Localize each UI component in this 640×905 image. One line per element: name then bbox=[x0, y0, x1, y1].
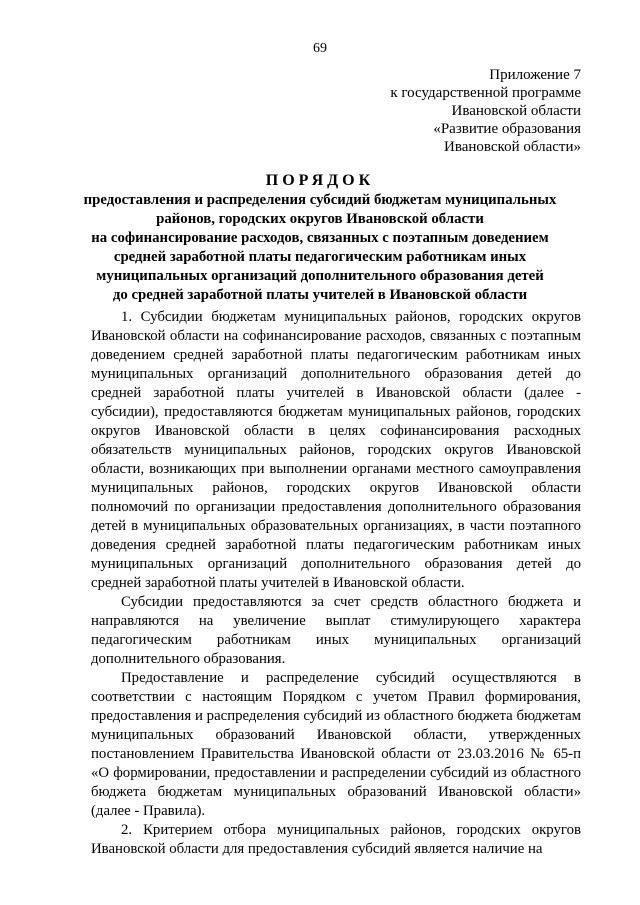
paragraph-1: 1. Субсидии бюджетам муниципальных районов, городских округов Ивановской области на софинансирование расходов, связанных с поэтапным доведением средней заработной платы педагогическим работникам иных муниципальных организаций дополнительного образования детей до средней заработной платы учителей в Ивановской области (далее - субсидии), предоставляются бюджетам муниципальных районов, городских округов Ивановской области в целях софинансирования расходных обязательств муниципальных районов, городских округов Ивановской области, возникающих при выполнении органами местного самоуправления муниципальных районов, городских округов Ивановской области полномочий по организации предоставления дополнительного образования детей в муниципальных образовательных организациях, в части поэтапного доведения средней заработной платы педагогическим работникам иных муниципальных организаций дополнительного образования детей до средней заработной платы учителей в Ивановской области. bbox=[91, 309, 581, 591]
paragraph-4: 2. Критерием отбора муниципальных районов, городских округов Ивановской области для предоставления субсидий является наличие на bbox=[91, 822, 581, 857]
document-title: ПОРЯДОК bbox=[265, 172, 375, 189]
subtitle-line: муниципальных организаций дополнительного образования детей bbox=[96, 268, 544, 284]
paragraph-3: Предоставление и распределение субсидий осуществляются в соответствии с настоящим Порядком с учетом Правил формирования, предоставления и распределения субсидий из областного бюджета бюджетам муниципальных образований Ивановской области, утвержденных постановлением Правительства Ивановской области от 23.03.2016 № 65-п «О формировании, предоставлении и распределении субсидий из областного бюджета бюджетам муниципальных образований Ивановской области» (далее - Правила). bbox=[91, 670, 581, 819]
subtitle-line: предоставления и распределения субсидий бюджетам муниципальных bbox=[83, 192, 557, 208]
appendix-line: Ивановской области» bbox=[444, 139, 581, 155]
appendix-line: Ивановской области bbox=[451, 103, 581, 119]
appendix-line: «Развитие образования bbox=[433, 121, 581, 137]
document-subtitle bbox=[60, 191, 580, 305]
appendix-line: Приложение 7 bbox=[489, 67, 581, 83]
paragraph-2: Субсидии предоставляются за счет средств областного бюджета и направляются на увеличение выплат стимулирующего характера педагогическим работникам иных муниципальных организаций дополнительного образования. bbox=[91, 594, 581, 667]
subtitle-line: на софинансирование расходов, связанных с поэтапным доведением bbox=[91, 230, 549, 246]
page-number: 69 bbox=[313, 41, 327, 56]
subtitle-line: районов, городских округов Ивановской области bbox=[156, 211, 484, 227]
document-body bbox=[91, 308, 581, 859]
appendix-line: к государственной программе bbox=[390, 85, 581, 101]
subtitle-line: средней заработной платы педагогическим работникам иных bbox=[113, 249, 527, 265]
subtitle-line: до средней заработной платы учителей в Ивановской области bbox=[112, 287, 528, 303]
appendix-heading bbox=[281, 66, 581, 156]
